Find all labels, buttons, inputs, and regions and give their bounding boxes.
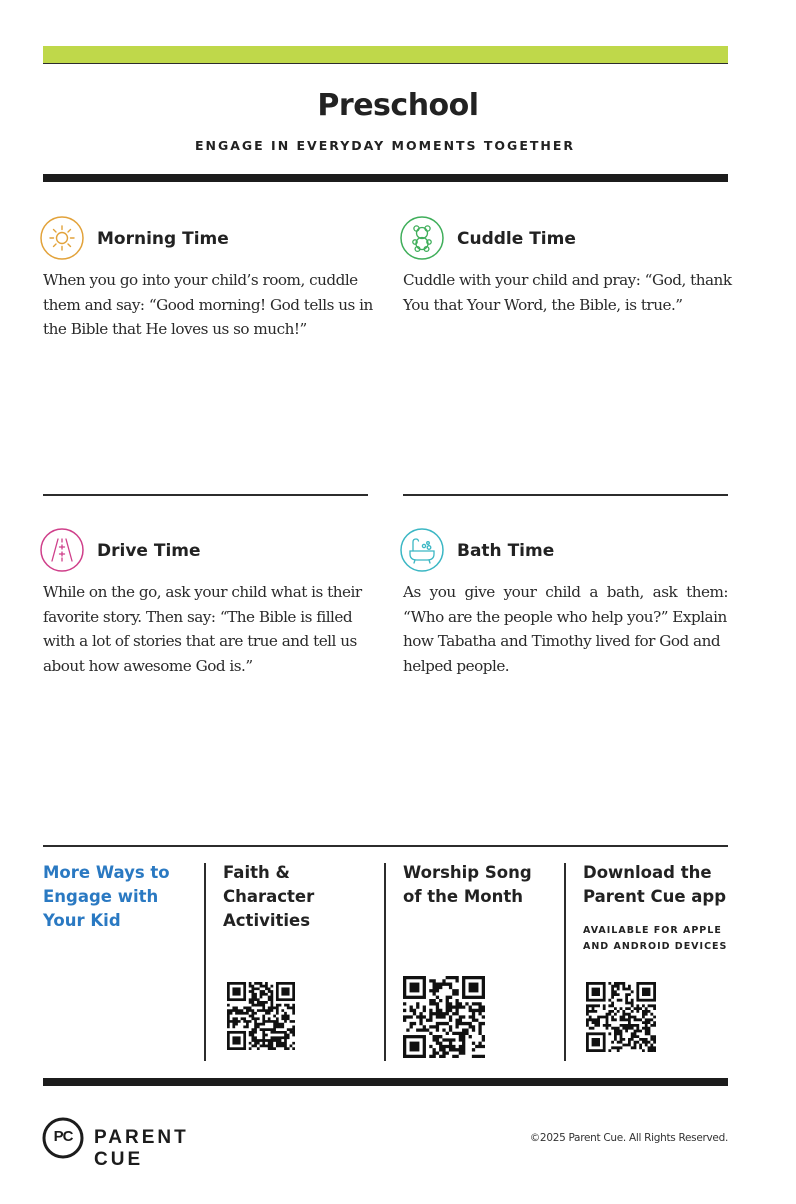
title-line: Character xyxy=(223,887,315,906)
title-line: Parent Cue app xyxy=(583,887,727,906)
page-subtitle: ENGAGE IN EVERYDAY MOMENTS TOGETHER xyxy=(194,138,576,153)
body-line: You that Your Word, the Bible, is true.” xyxy=(403,295,683,314)
page-title: Preschool xyxy=(317,88,479,123)
qr-code-graphic xyxy=(403,976,485,1058)
note-line: AVAILABLE FOR APPLE xyxy=(583,925,722,936)
heading-line: More Ways to xyxy=(43,863,170,882)
download-app-title xyxy=(583,861,733,909)
title-line: of the Month xyxy=(403,887,523,906)
resources-top-rule xyxy=(43,845,728,847)
body-line: them and say: “Good morning! God tells us in xyxy=(43,295,373,314)
qr-code-icon[interactable] xyxy=(403,976,485,1058)
section-body xyxy=(403,580,728,678)
body-line: helped people. xyxy=(403,656,510,675)
footer-divider xyxy=(43,1078,728,1086)
logo-mark-letters: PC xyxy=(53,1128,73,1145)
column-divider xyxy=(204,863,206,1061)
body-line: about how awesome God is.” xyxy=(43,656,253,675)
qr-code-graphic xyxy=(227,982,295,1050)
body-line: As you give your child a bath, ask them: xyxy=(403,583,728,601)
title-line: Download the xyxy=(583,863,712,882)
body-line: “Who are the people who help you?” Explain xyxy=(403,607,727,626)
more-ways-heading xyxy=(43,861,193,933)
teddy-bear-icon xyxy=(400,216,444,260)
title-line: Worship Song xyxy=(403,863,532,882)
section-divider xyxy=(403,494,728,496)
title-line: Activities xyxy=(223,911,311,930)
qr-code-icon[interactable] xyxy=(227,982,295,1050)
bathtub-icon xyxy=(400,528,444,572)
availability-note xyxy=(583,923,733,955)
section-body xyxy=(43,580,373,678)
body-line: While on the go, ask your child what is their xyxy=(43,583,362,601)
heading-line: Engage with xyxy=(43,887,159,906)
worship-song-title xyxy=(403,861,553,909)
road-icon xyxy=(40,528,84,572)
section-title: Morning Time xyxy=(97,229,229,249)
faith-character-activities-title xyxy=(223,861,373,933)
note-line: AND ANDROID DEVICES xyxy=(583,941,728,952)
copyright-text: ©2025 Parent Cue. All Rights Reserved. xyxy=(529,1132,728,1144)
section-divider xyxy=(43,494,368,496)
qr-code-icon[interactable] xyxy=(586,982,656,1052)
column-divider xyxy=(384,863,386,1061)
section-body xyxy=(43,268,373,342)
section-title: Drive Time xyxy=(97,541,201,561)
column-divider xyxy=(564,863,566,1061)
body-line: favorite story. Then say: “The Bible is filled xyxy=(43,607,353,626)
body-line: with a lot of stories that are true and tell us xyxy=(43,632,357,650)
parent-cue-logo[interactable] xyxy=(42,1117,242,1170)
body-line: When you go into your child’s room, cuddle xyxy=(43,271,358,289)
title-line: Faith & xyxy=(223,863,290,882)
header-divider xyxy=(43,174,728,182)
section-title: Cuddle Time xyxy=(457,229,576,249)
sun-icon xyxy=(40,216,84,260)
top-accent-bar xyxy=(43,46,728,64)
section-title: Bath Time xyxy=(457,541,555,561)
heading-line: Your Kid xyxy=(43,911,121,930)
qr-code-graphic xyxy=(586,982,656,1052)
body-line: Cuddle with your child and pray: “God, thank xyxy=(403,271,732,289)
body-line: how Tabatha and Timothy lived for God and xyxy=(403,632,721,650)
brand-name: PARENT CUE xyxy=(94,1127,189,1170)
section-body xyxy=(403,268,733,317)
body-line: the Bible that He loves us so much!” xyxy=(43,320,307,338)
